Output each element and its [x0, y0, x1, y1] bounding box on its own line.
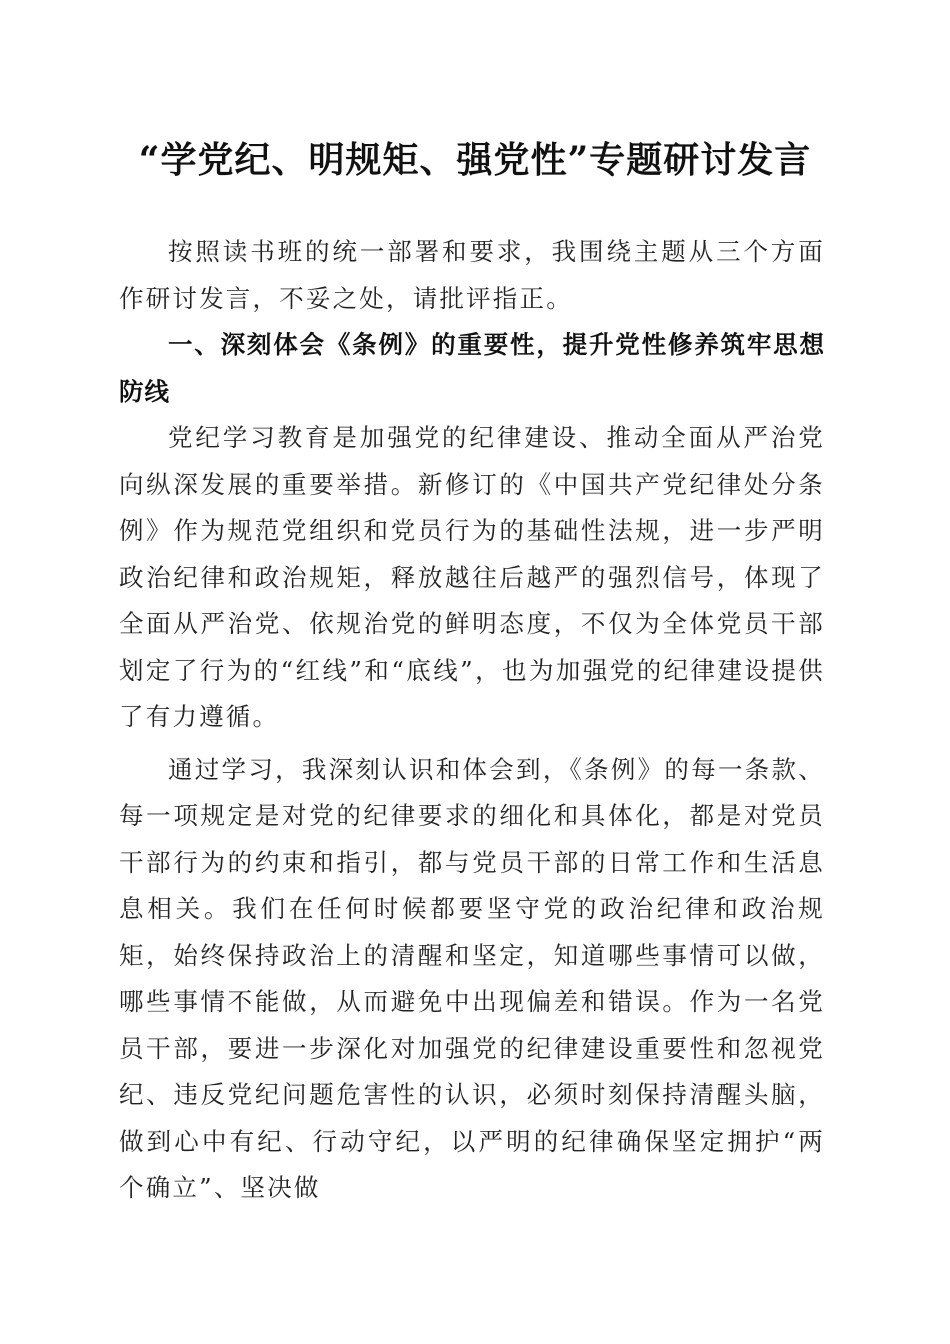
intro-paragraph: 按照读书班的统一部署和要求，我围绕主题从三个方面作研讨发言，不妥之处，请批评指正。	[119, 237, 825, 313]
document-title: “学党纪、明规矩、强党性”专题研讨发言	[138, 139, 812, 181]
section-heading: 一、深刻体会《条例》的重要性，提升党性修养筑牢思想防线	[119, 330, 825, 406]
body-paragraph: 党纪学习教育是加强党的纪律建设、推动全面从严治党向纵深发展的重要举措。新修订的《中国共产党纪律处分条例》作为规范党组织和党员行为的基础性法规，进一步严明政治纪律和政治规矩，释放越往后越严的强烈信号，体现了全面从严治党、依规治党的鲜明态度，不仅为全体党员干部划定了行为的“红线”和“底线”，也为加强党的纪律建设提供了有力遵循。	[119, 423, 825, 731]
body-paragraph: 通过学习，我深刻认识和体会到，《条例》的每一条款、每一项规定是对党的纪律要求的细化和具体化，都是对党员干部行为的约束和指引，都与党员干部的日常工作和生活息息相关。我们在任何时候都要坚守党的政治纪律和政治规矩，始终保持政治上的清醒和坚定，知道哪些事情可以做，哪些事情不能做，从而避免中出现偏差和错误。作为一名党员干部，要进一步深化对加强党的纪律建设重要性和忽视党纪、违反党纪问题危害性的认识，必须时刻保持清醒头脑，做到心中有纪、行动守纪，以严明的纪律确保坚定拥护“两个确立”、坚决做	[119, 754, 825, 1202]
document-body	[119, 229, 825, 1212]
